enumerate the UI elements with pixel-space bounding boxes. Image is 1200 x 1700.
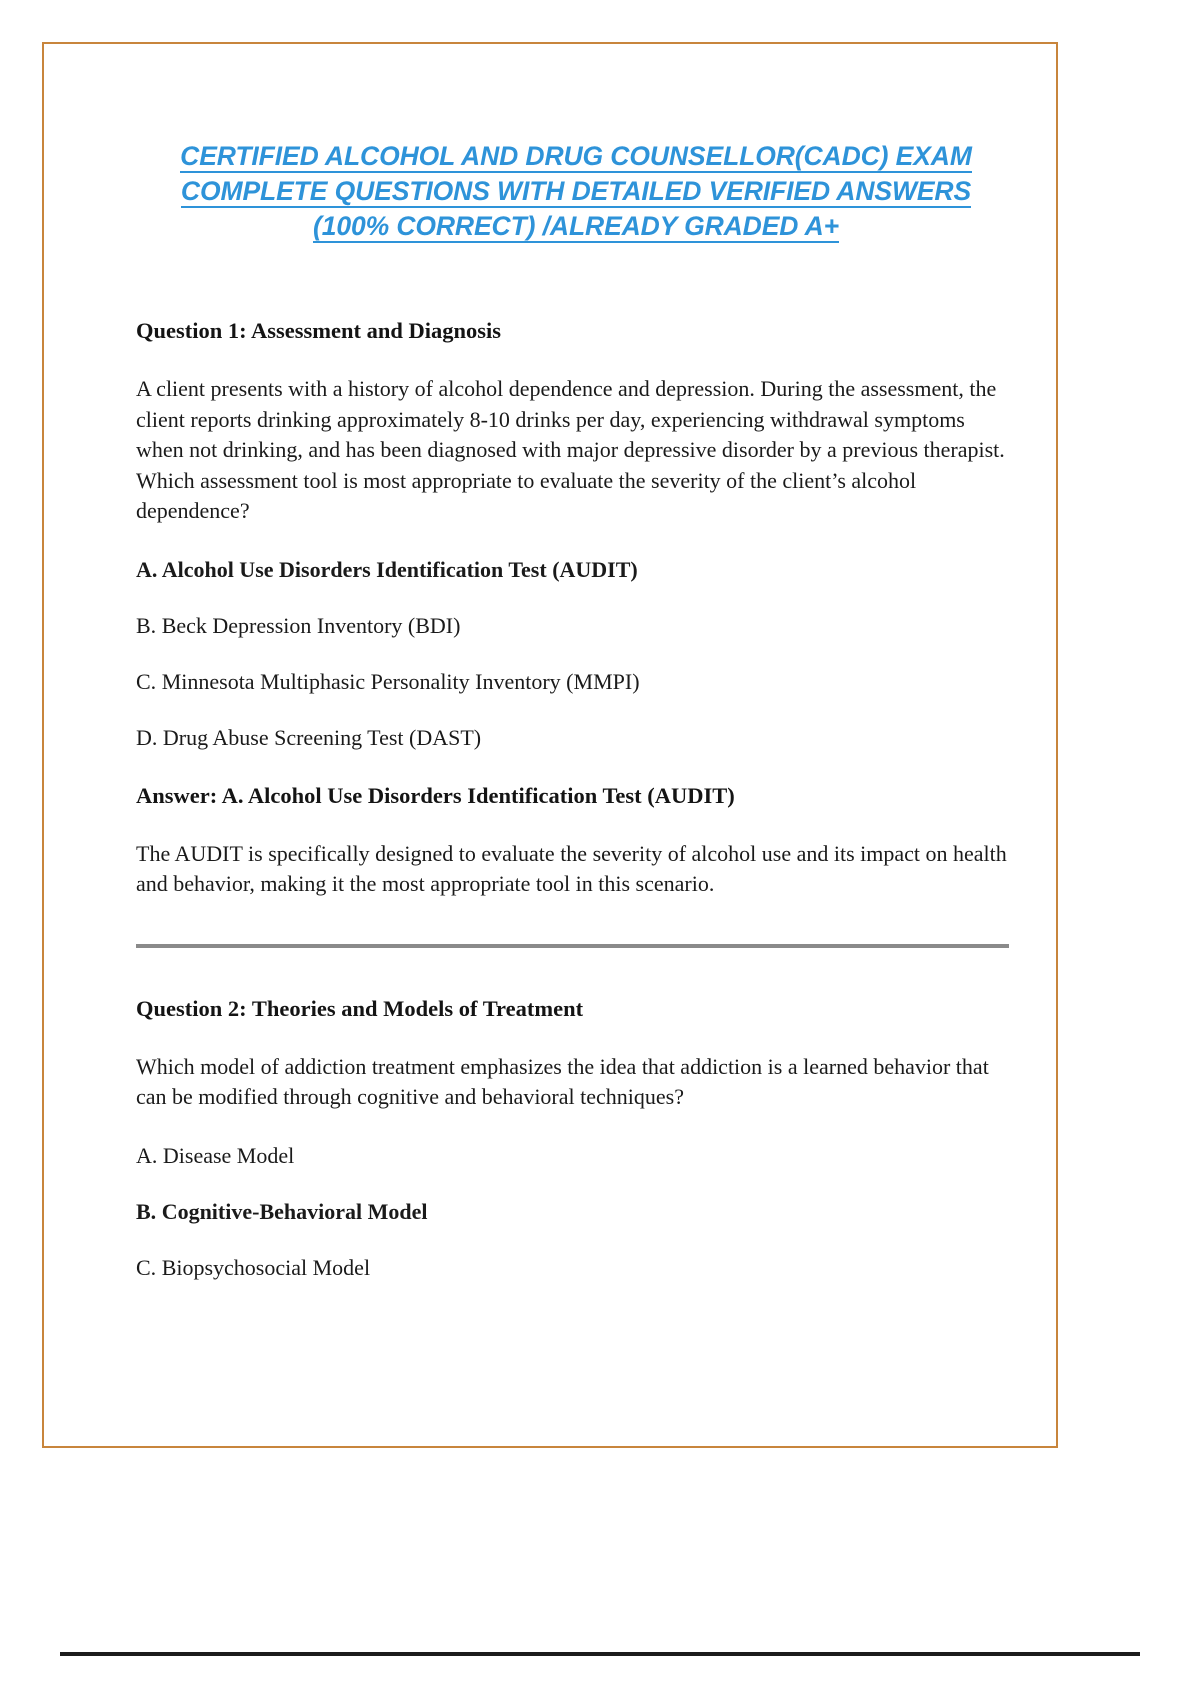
question-1-option-a[interactable] — [136, 555, 1009, 585]
option-text: Biopsychosocial Model — [161, 1254, 371, 1280]
question-2-heading: Question 2: Theories and Models of Treatment — [136, 995, 584, 1021]
option-letter: A. — [136, 556, 162, 582]
document-title — [136, 139, 1016, 244]
option-letter: D. — [136, 724, 163, 750]
question-2-stem: Which model of addiction treatment emphasizes the idea that addiction is a learned behavior that can be modified through cognitive and behavioral techniques? — [136, 1053, 989, 1109]
question-1-option-c[interactable] — [136, 667, 1009, 697]
option-letter: B. — [136, 612, 162, 638]
option-text: Alcohol Use Disorders Identification Test (AUDIT) — [161, 556, 638, 582]
question-2-option-a[interactable] — [136, 1141, 1009, 1171]
question-1-answer: Answer: A. Alcohol Use Disorders Identification Test (AUDIT) — [136, 782, 735, 808]
option-text: Beck Depression Inventory (BDI) — [161, 612, 461, 638]
document-page — [42, 42, 1058, 1448]
page-bottom-rule — [60, 1652, 1140, 1656]
option-text: Minnesota Multiphasic Personality Inventory (MMPI) — [161, 668, 640, 694]
option-letter: B. — [136, 1198, 162, 1224]
option-text: Drug Abuse Screening Test (DAST) — [162, 724, 482, 750]
question-2-option-b[interactable] — [136, 1197, 1009, 1227]
question-1-explanation: The AUDIT is specifically designed to evaluate the severity of alcohol use and its impact on health and behavior, making it the most appropriate tool in this scenario. — [136, 840, 1007, 896]
question-1-option-d[interactable] — [136, 723, 1009, 753]
question-1-stem: A client presents with a history of alcohol dependence and depression. During the assessment, the client reports drinking approximately 8-10 drinks per day, experiencing withdrawal symptoms when not drinking, and has been diagnosed with major depressive disorder by a previous therapist. Which assessment tool is most appropriate to evaluate the severity of the client’s alcohol dependence? — [136, 376, 1005, 523]
option-text: Disease Model — [162, 1142, 295, 1168]
page-content — [136, 139, 1016, 1283]
title-line-1: CERTIFIED ALCOHOL AND DRUG COUNSELLOR(CADC) EXAM — [180, 141, 972, 171]
question-1-heading: Question 1: Assessment and Diagnosis — [136, 318, 502, 343]
question-block-1 — [136, 316, 1009, 900]
option-text: Cognitive-Behavioral Model — [161, 1198, 428, 1224]
question-2-option-c[interactable] — [136, 1253, 1009, 1283]
option-letter: C. — [136, 1254, 162, 1280]
option-letter: C. — [136, 668, 162, 694]
title-line-3: (100% CORRECT) /ALREADY GRADED A+ — [312, 211, 840, 241]
question-block-2 — [136, 994, 1009, 1283]
option-letter: A. — [136, 1142, 163, 1168]
title-line-2: COMPLETE QUESTIONS WITH DETAILED VERIFIED ANSWERS — [180, 176, 972, 206]
question-1-option-b[interactable] — [136, 611, 1009, 641]
